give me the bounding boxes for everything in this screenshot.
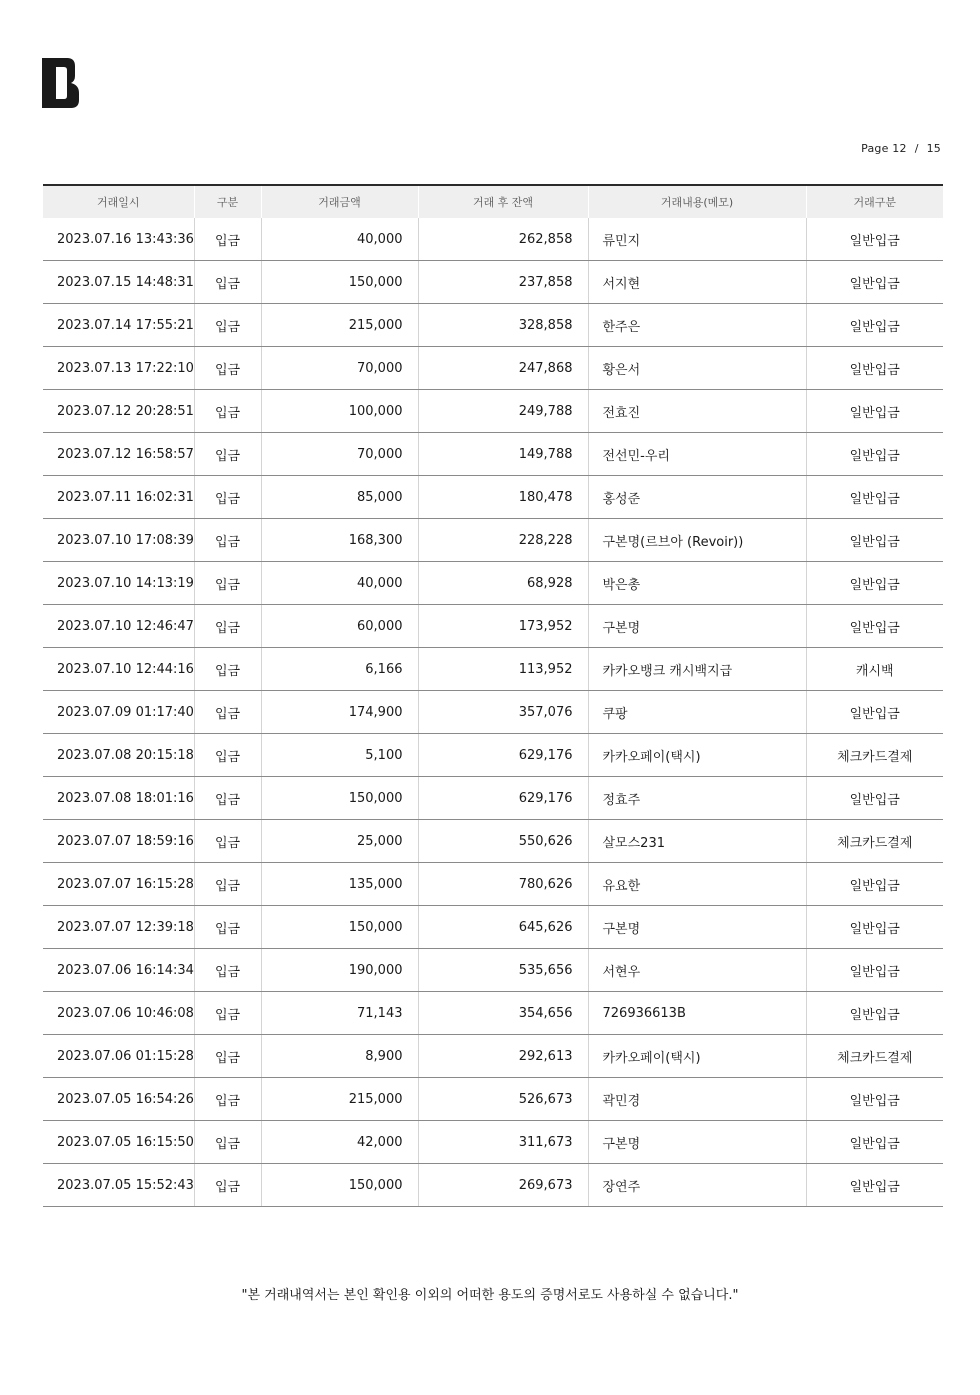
table-row: [43, 992, 943, 1035]
cell-category: 일반입금: [806, 777, 943, 820]
cell-type: 입금: [194, 304, 261, 347]
cell-amount: 42,000: [261, 1121, 418, 1164]
cell-category: 체크카드결제: [806, 820, 943, 863]
cell-memo: 곽민경: [588, 1078, 806, 1121]
cell-category: 일반입금: [806, 1078, 943, 1121]
cell-balance: 629,176: [418, 777, 588, 820]
cell-amount: 25,000: [261, 820, 418, 863]
table-row: [43, 433, 943, 476]
cell-category: 일반입금: [806, 476, 943, 519]
cell-category: 일반입금: [806, 691, 943, 734]
table-row: [43, 1121, 943, 1164]
cell-memo: 구본명: [588, 605, 806, 648]
cell-balance: 535,656: [418, 949, 588, 992]
cell-type: 입금: [194, 476, 261, 519]
cell-memo: 전효진: [588, 390, 806, 433]
cell-memo: 유요한: [588, 863, 806, 906]
cell-memo: 황은서: [588, 347, 806, 390]
cell-amount: 60,000: [261, 605, 418, 648]
page-current: 12: [892, 142, 907, 155]
cell-datetime: 2023.07.07 16:15:28: [43, 863, 194, 906]
page-indicator: [861, 142, 941, 155]
cell-memo: 서현우: [588, 949, 806, 992]
cell-memo: 류민지: [588, 218, 806, 261]
cell-balance: 328,858: [418, 304, 588, 347]
cell-category: 체크카드결제: [806, 1035, 943, 1078]
table-row: [43, 304, 943, 347]
cell-amount: 100,000: [261, 390, 418, 433]
cell-category: 일반입금: [806, 605, 943, 648]
cell-datetime: 2023.07.14 17:55:21: [43, 304, 194, 347]
cell-amount: 174,900: [261, 691, 418, 734]
cell-datetime: 2023.07.10 12:46:47: [43, 605, 194, 648]
cell-datetime: 2023.07.07 12:39:18: [43, 906, 194, 949]
cell-type: 입금: [194, 863, 261, 906]
cell-type: 입금: [194, 734, 261, 777]
cell-datetime: 2023.07.06 01:15:28: [43, 1035, 194, 1078]
cell-memo: 구본명: [588, 906, 806, 949]
cell-balance: 354,656: [418, 992, 588, 1035]
cell-memo: 726936613B: [588, 992, 806, 1035]
transaction-table: [43, 184, 943, 1207]
table-row: [43, 476, 943, 519]
cell-amount: 6,166: [261, 648, 418, 691]
cell-balance: 262,858: [418, 218, 588, 261]
cell-balance: 68,928: [418, 562, 588, 605]
cell-datetime: 2023.07.05 16:15:50: [43, 1121, 194, 1164]
header-datetime: 거래일시: [43, 185, 194, 218]
cell-balance: 629,176: [418, 734, 588, 777]
cell-memo: 한주은: [588, 304, 806, 347]
disclaimer-note: "본 거래내역서는 본인 확인용 이외의 어떠한 용도의 증명서로도 사용하실 수 없습니다.": [241, 1288, 739, 1303]
cell-category: 일반입금: [806, 390, 943, 433]
cell-category: 일반입금: [806, 863, 943, 906]
header-memo: 거래내용(메모): [588, 185, 806, 218]
cell-amount: 85,000: [261, 476, 418, 519]
cell-amount: 190,000: [261, 949, 418, 992]
cell-memo: 카카오페이(택시): [588, 734, 806, 777]
cell-balance: 292,613: [418, 1035, 588, 1078]
cell-type: 입금: [194, 906, 261, 949]
cell-type: 입금: [194, 648, 261, 691]
cell-category: 일반입금: [806, 433, 943, 476]
cell-balance: 357,076: [418, 691, 588, 734]
table-row: [43, 648, 943, 691]
cell-datetime: 2023.07.10 14:13:19: [43, 562, 194, 605]
cell-category: 일반입금: [806, 261, 943, 304]
cell-amount: 70,000: [261, 347, 418, 390]
cell-datetime: 2023.07.12 16:58:57: [43, 433, 194, 476]
cell-amount: 150,000: [261, 1164, 418, 1207]
cell-datetime: 2023.07.08 18:01:16: [43, 777, 194, 820]
cell-memo: 박은총: [588, 562, 806, 605]
cell-category: 일반입금: [806, 1164, 943, 1207]
cell-balance: 526,673: [418, 1078, 588, 1121]
table-row: [43, 777, 943, 820]
header-balance: 거래 후 잔액: [418, 185, 588, 218]
cell-type: 입금: [194, 777, 261, 820]
cell-balance: 247,868: [418, 347, 588, 390]
table-row: [43, 906, 943, 949]
table-row: [43, 347, 943, 390]
cell-type: 입금: [194, 1121, 261, 1164]
cell-balance: 228,228: [418, 519, 588, 562]
cell-type: 입금: [194, 949, 261, 992]
cell-datetime: 2023.07.12 20:28:51: [43, 390, 194, 433]
page-label: Page: [861, 142, 889, 155]
page-total: 15: [926, 142, 941, 155]
header-type: 구분: [194, 185, 261, 218]
cell-category: 일반입금: [806, 218, 943, 261]
cell-datetime: 2023.07.09 01:17:40: [43, 691, 194, 734]
table-row: [43, 1078, 943, 1121]
cell-balance: 249,788: [418, 390, 588, 433]
header-category: 거래구분: [806, 185, 943, 218]
cell-category: 일반입금: [806, 949, 943, 992]
cell-amount: 215,000: [261, 1078, 418, 1121]
cell-type: 입금: [194, 992, 261, 1035]
cell-balance: 311,673: [418, 1121, 588, 1164]
cell-datetime: 2023.07.15 14:48:31: [43, 261, 194, 304]
page-separator: /: [914, 142, 919, 155]
cell-memo: 서지현: [588, 261, 806, 304]
cell-datetime: 2023.07.05 16:54:26: [43, 1078, 194, 1121]
cell-memo: 살모스231: [588, 820, 806, 863]
cell-amount: 150,000: [261, 261, 418, 304]
cell-type: 입금: [194, 519, 261, 562]
cell-datetime: 2023.07.11 16:02:31: [43, 476, 194, 519]
cell-datetime: 2023.07.13 17:22:10: [43, 347, 194, 390]
cell-balance: 173,952: [418, 605, 588, 648]
table-row: [43, 390, 943, 433]
bold-b-logo-icon: [42, 58, 80, 108]
cell-category: 일반입금: [806, 1121, 943, 1164]
cell-type: 입금: [194, 433, 261, 476]
cell-type: 입금: [194, 218, 261, 261]
table-row: [43, 605, 943, 648]
cell-datetime: 2023.07.16 13:43:36: [43, 218, 194, 261]
cell-category: 캐시백: [806, 648, 943, 691]
table-row: [43, 734, 943, 777]
cell-type: 입금: [194, 390, 261, 433]
cell-datetime: 2023.07.10 12:44:16: [43, 648, 194, 691]
cell-memo: 카카오뱅크 캐시백지급: [588, 648, 806, 691]
cell-amount: 70,000: [261, 433, 418, 476]
cell-category: 일반입금: [806, 992, 943, 1035]
transaction-rows: [43, 218, 943, 1207]
cell-type: 입금: [194, 1164, 261, 1207]
cell-type: 입금: [194, 261, 261, 304]
cell-amount: 5,100: [261, 734, 418, 777]
cell-type: 입금: [194, 691, 261, 734]
table-row: [43, 691, 943, 734]
table-row: [43, 820, 943, 863]
cell-balance: 780,626: [418, 863, 588, 906]
table-row: [43, 1164, 943, 1207]
table-row: [43, 863, 943, 906]
table-row: [43, 218, 943, 261]
cell-balance: 113,952: [418, 648, 588, 691]
cell-memo: 쿠팡: [588, 691, 806, 734]
header-amount: 거래금액: [261, 185, 418, 218]
cell-type: 입금: [194, 820, 261, 863]
cell-balance: 550,626: [418, 820, 588, 863]
cell-memo: 구본명: [588, 1121, 806, 1164]
cell-balance: 645,626: [418, 906, 588, 949]
table-header-row: [43, 185, 943, 218]
cell-memo: 홍성준: [588, 476, 806, 519]
cell-category: 일반입금: [806, 906, 943, 949]
cell-amount: 8,900: [261, 1035, 418, 1078]
cell-datetime: 2023.07.07 18:59:16: [43, 820, 194, 863]
table-row: [43, 562, 943, 605]
table-row: [43, 261, 943, 304]
cell-datetime: 2023.07.10 17:08:39: [43, 519, 194, 562]
cell-balance: 149,788: [418, 433, 588, 476]
cell-memo: 전선민-우리: [588, 433, 806, 476]
cell-type: 입금: [194, 562, 261, 605]
cell-amount: 150,000: [261, 906, 418, 949]
cell-datetime: 2023.07.06 16:14:34: [43, 949, 194, 992]
cell-category: 일반입금: [806, 519, 943, 562]
cell-amount: 71,143: [261, 992, 418, 1035]
cell-datetime: 2023.07.06 10:46:08: [43, 992, 194, 1035]
cell-datetime: 2023.07.05 15:52:43: [43, 1164, 194, 1207]
cell-memo: 카카오페이(택시): [588, 1035, 806, 1078]
cell-amount: 150,000: [261, 777, 418, 820]
cell-type: 입금: [194, 1035, 261, 1078]
cell-category: 체크카드결제: [806, 734, 943, 777]
cell-category: 일반입금: [806, 347, 943, 390]
cell-memo: 장연주: [588, 1164, 806, 1207]
table-row: [43, 1035, 943, 1078]
cell-memo: 정효주: [588, 777, 806, 820]
table-row: [43, 949, 943, 992]
cell-amount: 40,000: [261, 562, 418, 605]
cell-memo: 구본명(르브아 (Revoir)): [588, 519, 806, 562]
cell-balance: 180,478: [418, 476, 588, 519]
cell-type: 입금: [194, 347, 261, 390]
cell-datetime: 2023.07.08 20:15:18: [43, 734, 194, 777]
cell-category: 일반입금: [806, 304, 943, 347]
cell-amount: 168,300: [261, 519, 418, 562]
cell-balance: 237,858: [418, 261, 588, 304]
cell-type: 입금: [194, 1078, 261, 1121]
cell-amount: 215,000: [261, 304, 418, 347]
cell-category: 일반입금: [806, 562, 943, 605]
cell-amount: 135,000: [261, 863, 418, 906]
cell-amount: 40,000: [261, 218, 418, 261]
cell-type: 입금: [194, 605, 261, 648]
table-row: [43, 519, 943, 562]
cell-balance: 269,673: [418, 1164, 588, 1207]
